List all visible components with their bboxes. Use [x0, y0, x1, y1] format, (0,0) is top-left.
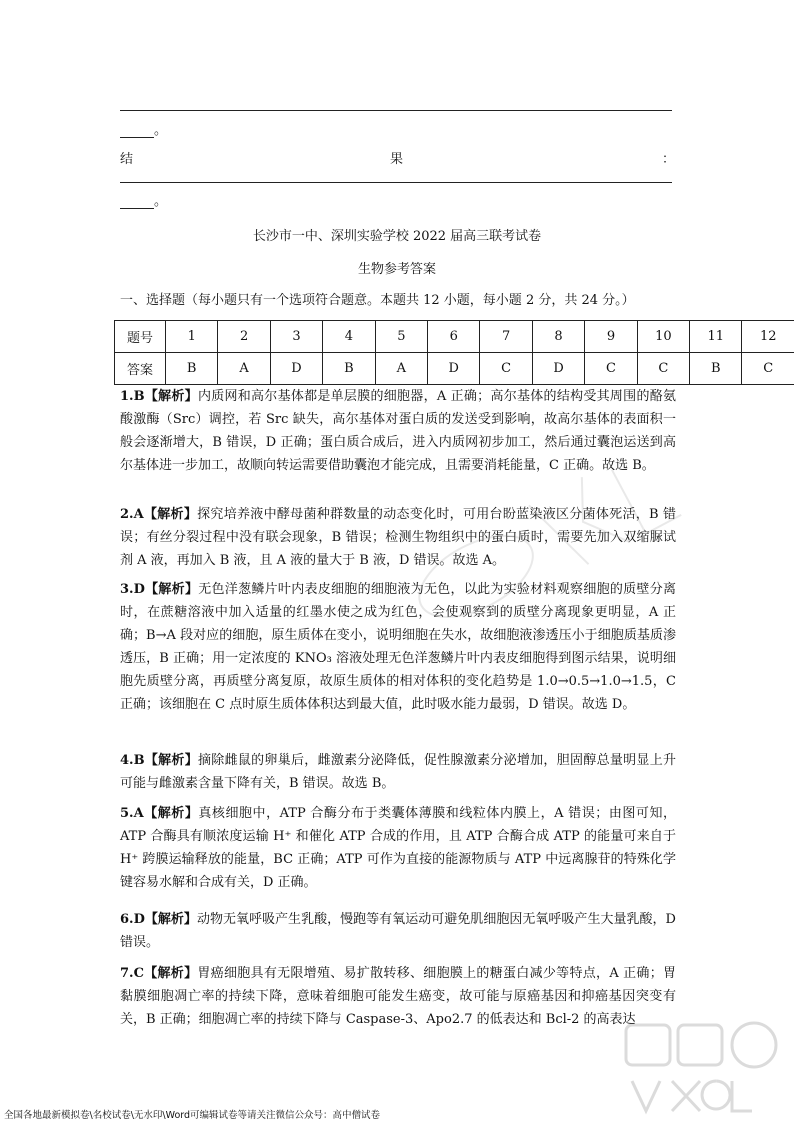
answer-cell: D: [270, 353, 322, 385]
question-number: 3: [270, 321, 322, 353]
row-label: 答案: [115, 353, 166, 385]
answer-cell: B: [166, 353, 218, 385]
answer-table: [114, 320, 794, 385]
document-title: 长沙市一中、深圳实验学校 2022 届高三联考试卷: [252, 229, 542, 244]
question-number: 8: [532, 321, 584, 353]
question-number: 12: [742, 321, 794, 353]
result-char-1: 结: [120, 152, 134, 167]
explanation-text: 真核细胞中，ATP 合酶分布于类囊体薄膜和线粒体内膜上，A 错误；由图可知，ATP 合酶具有顺浓度运输 H⁺ 和催化 ATP 合成的作用，且 ATP 合酶合成 ATP 的能量可来自于 H⁺ 跨膜运输释放的能量，BC 正确；ATP 可作为直接的能源物质与 ATP 中远离腺苷的特殊化学键容易水解和合成有关，D 正确。: [120, 806, 676, 890]
answer-cell: A: [218, 353, 270, 385]
question-number: 11: [690, 321, 742, 353]
blank-underline: [120, 125, 154, 138]
question-number: 1: [166, 321, 218, 353]
answer-cell: B: [690, 353, 742, 385]
explanation-1: [120, 385, 676, 477]
question-number: 9: [585, 321, 637, 353]
explanation-6: [120, 908, 676, 954]
explanation-text: 探究培养液中酵母菌种群数量的动态变化时，可用台盼蓝染液区分菌体死活，B 错误；有丝分裂过程中没有联会现象，B 错误；检测生物组织中的蛋白质时，需要先加入双缩脲试剂 A 液，再加入 B 液，且 A 液的量大于 B 液，D 错误。故选 A。: [120, 507, 676, 568]
question-number: 4: [323, 321, 375, 353]
explanation-tag: 6.D【解析】: [120, 912, 197, 927]
explanation-4: [120, 749, 676, 795]
answer-cell: D: [428, 353, 480, 385]
blank-line-2: [120, 190, 167, 209]
blank-line-1: [120, 119, 167, 138]
answer-line: [120, 182, 672, 183]
question-number: 7: [480, 321, 532, 353]
explanation-tag: 3.D【解析】: [120, 582, 199, 597]
blank-underline: [120, 196, 154, 209]
answer-cell: A: [375, 353, 427, 385]
watermark-logo: [612, 1015, 794, 1123]
result-char-2: 果: [390, 152, 404, 167]
answer-cell: C: [742, 353, 794, 385]
explanation-3: [120, 578, 676, 716]
answer-cell: C: [480, 353, 532, 385]
period-mark: 。: [154, 194, 168, 209]
footer-notice: 全国各地最新模拟卷\名校试卷\无水印\Word可编辑试卷等请关注微信公众号：高中僧试卷: [4, 1110, 381, 1121]
answer-cell: C: [585, 353, 637, 385]
explanation-text: 内质网和高尔基体都是单层膜的细胞器，A 正确；高尔基体的结构受其周围的酪氨酸激酶（Src）调控，若 Src 缺失，高尔基体对蛋白质的发送受到影响，故高尔基体的表面积一般会逐渐增大，B 错误，D 正确；蛋白质合成后，进入内质网初步加工，然后通过囊泡运送到高尔基体进一步加工，故顺向转运需要借助囊泡才能完成，且需要消耗能量，C 正确。故选 B。: [120, 389, 677, 473]
question-number: 6: [428, 321, 480, 353]
result-colon: ：: [662, 152, 676, 167]
answer-cell: D: [532, 353, 584, 385]
explanation-5: [120, 802, 676, 894]
question-number-row: [115, 321, 794, 353]
explanation-text: 摘除雌鼠的卵巢后，雌激素分泌降低，促性腺激素分泌增加，胆固醇总量明显上升可能与雌激素含量下降有关，B 错误。故选 B。: [120, 753, 676, 791]
explanation-text: 动物无氧呼吸产生乳酸，慢跑等有氧运动可避免肌细胞因无氧呼吸产生大量乳酸，D 错误。: [120, 912, 676, 950]
explanation-tag: 2.A【解析】: [120, 507, 198, 522]
explanation-tag: 5.A【解析】: [120, 806, 199, 821]
answer-row: [115, 353, 794, 385]
explanation-7: [120, 962, 676, 1031]
period-mark: 。: [154, 123, 168, 138]
question-number: 5: [375, 321, 427, 353]
explanation-tag: 7.C【解析】: [120, 966, 198, 981]
row-label: 题号: [115, 321, 166, 353]
explanation-tag: 1.B【解析】: [120, 389, 198, 404]
answer-line: [120, 110, 672, 111]
answer-cell: C: [637, 353, 689, 385]
explanation-tag: 4.B【解析】: [120, 753, 198, 768]
document-subtitle: 生物参考答案: [357, 262, 436, 277]
answer-cell: B: [323, 353, 375, 385]
explanation-text: 无色洋葱鳞片叶内表皮细胞的细胞液为无色，以此为实验材料观察细胞的质壁分离时，在蔗糖溶液中加入适量的红墨水使之成为红色，会使观察到的质壁分离现象更明显，A 正确；B→A 段对应的细胞，原生质体在变小，说明细胞在失水，故细胞液渗透压小于细胞质基质渗透压，B 正确；用一定浓度的 KNO₃ 溶液处理无色洋葱鳞片叶内表皮细胞得到图示结果，说明细胞先质壁分离，再质壁分离复原，故原生质体的相对体积的变化趋势是 1.0→0.5→1.0→1.5，C 正确；该细胞在 C 点时原生质体体积达到最大值，此时吸水能力最弱，D 错误。故选 D。: [120, 582, 676, 712]
question-number: 10: [637, 321, 689, 353]
explanation-text: 胃癌细胞具有无限增殖、易扩散转移、细胞膜上的糖蛋白减少等特点，A 正确；胃黏膜细胞凋亡率的持续下降，意味着细胞可能发生癌变，故可能与原癌基因和抑癌基因突变有关，B 正确；细胞凋亡率的持续下降与 Caspase-3、Apo2.7 的低表达和 Bcl-2 的高表达: [120, 966, 676, 1027]
question-number: 2: [218, 321, 270, 353]
explanation-2: [120, 503, 676, 572]
section-heading: 一、选择题（每小题只有一个选项符合题意。本题共 12 小题，每小题 2 分，共 24 分。）: [120, 293, 635, 308]
